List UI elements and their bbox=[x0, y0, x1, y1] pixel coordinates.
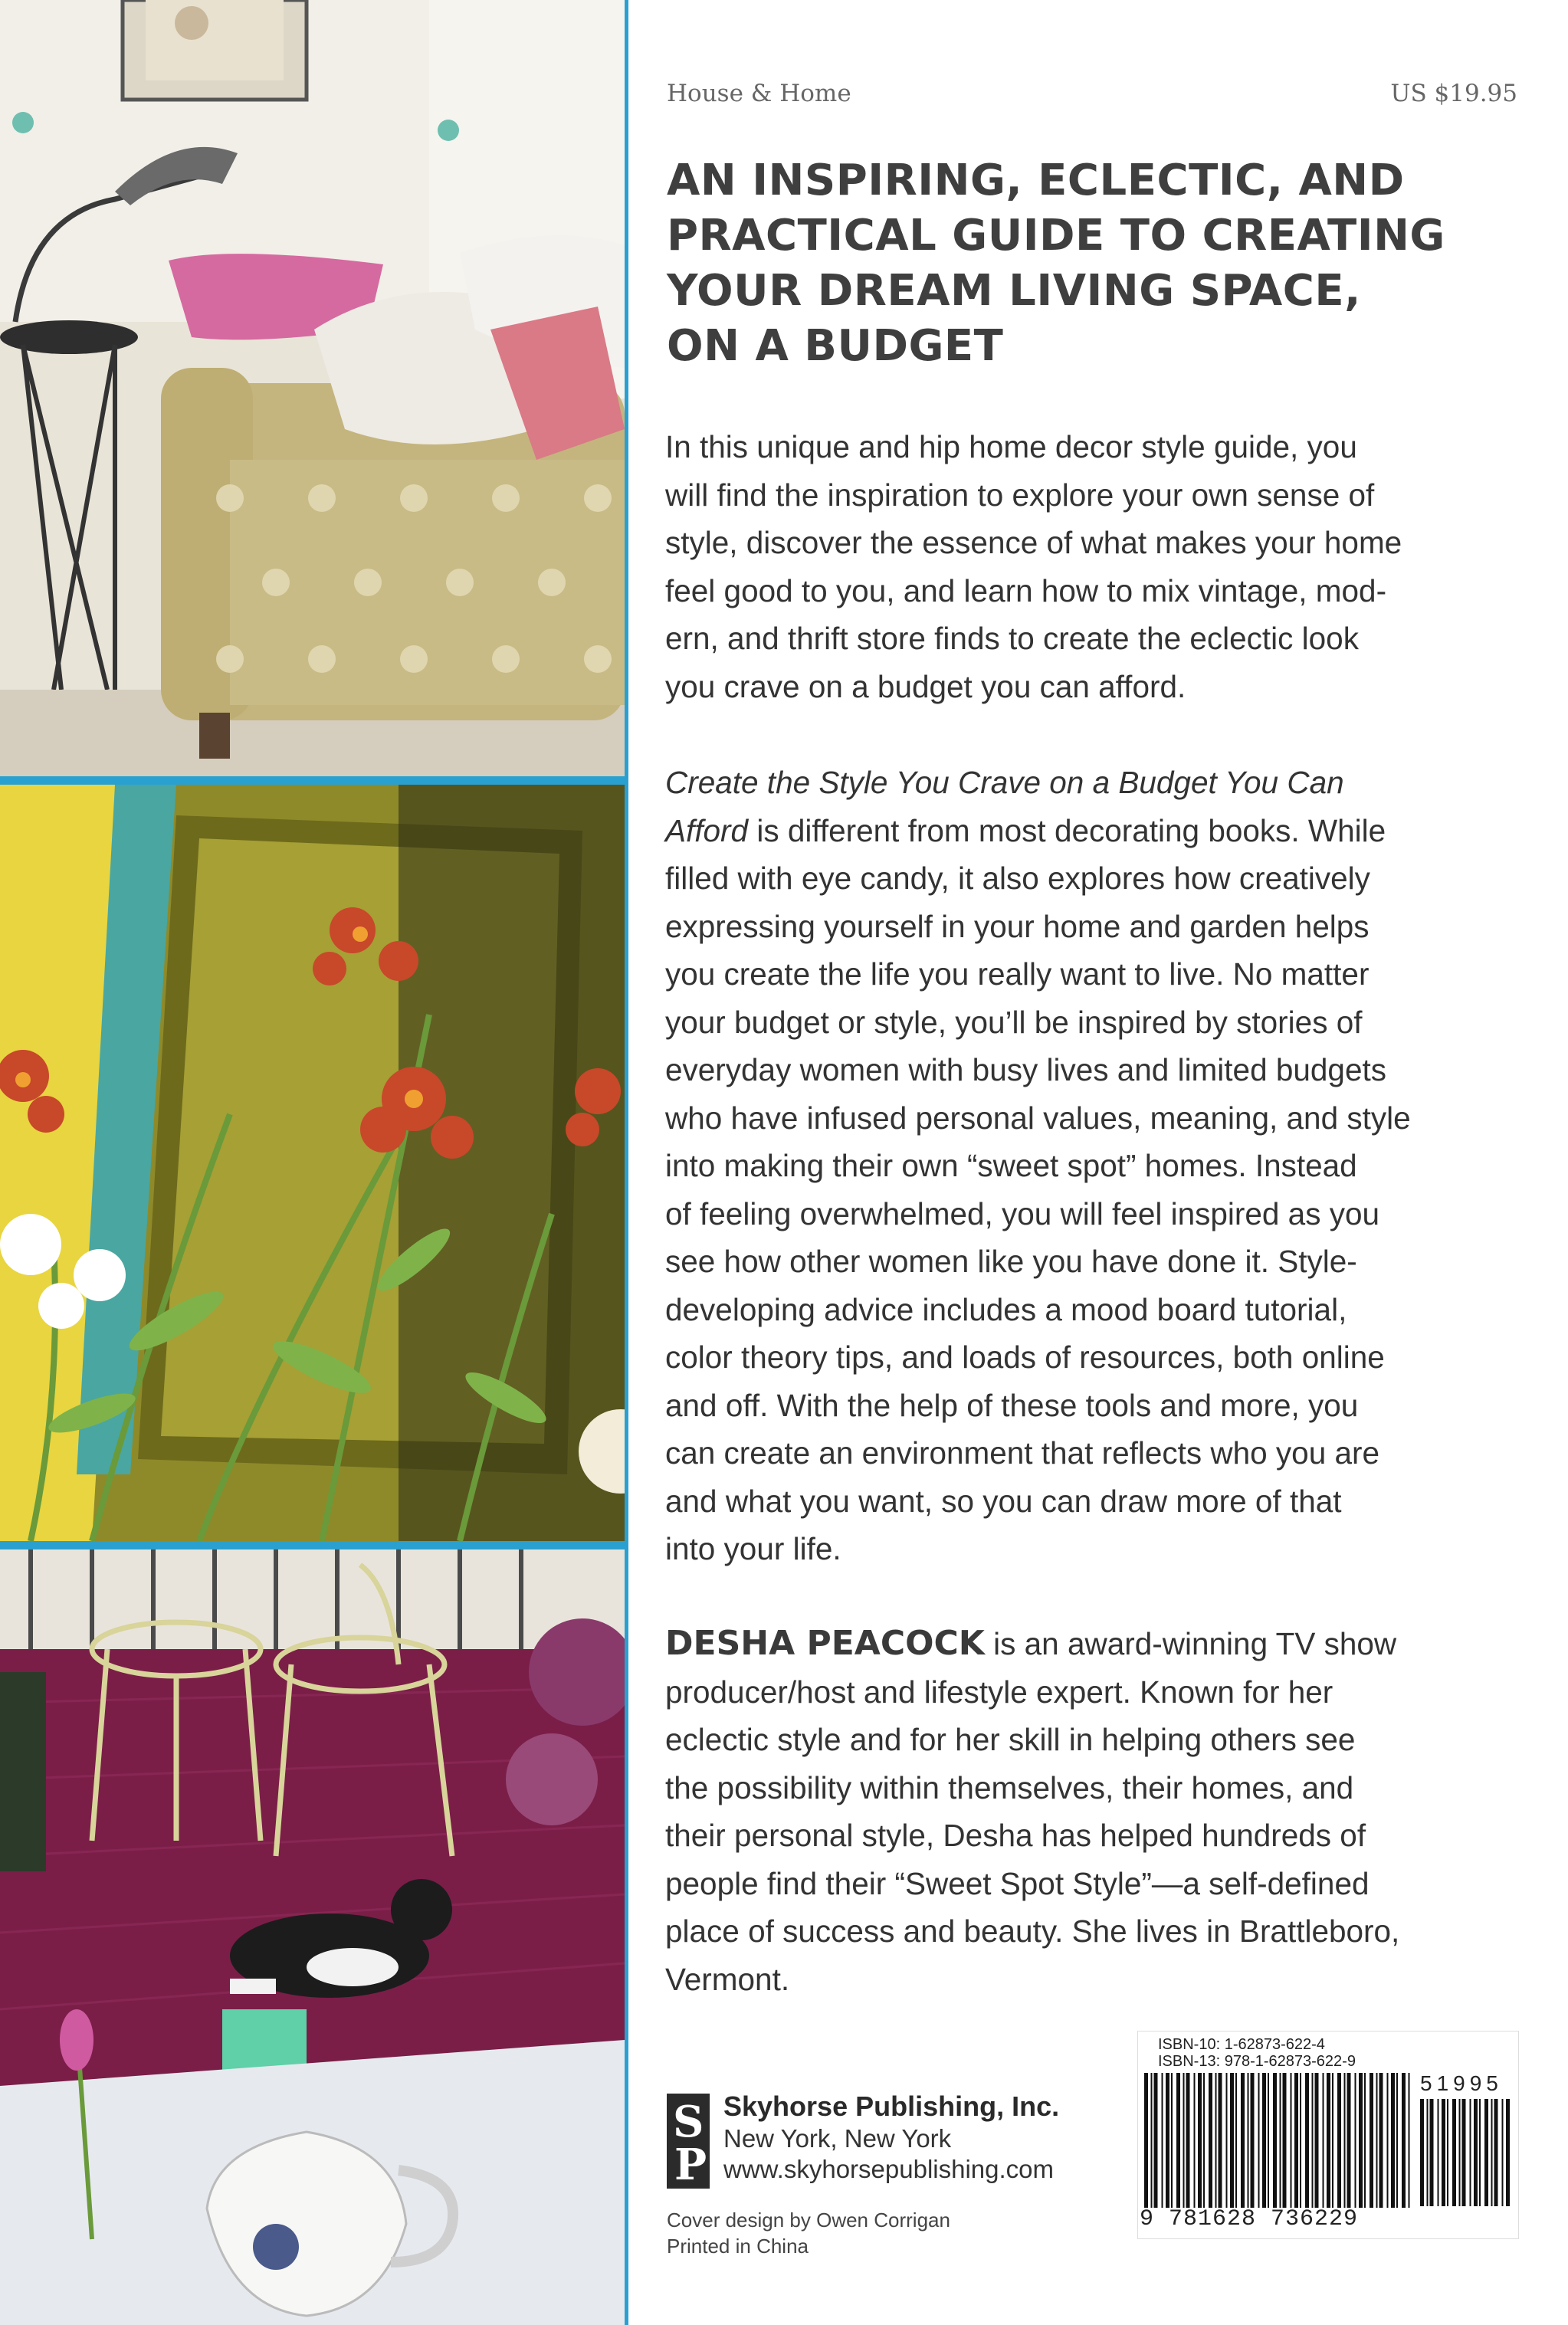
photo-column bbox=[0, 0, 628, 2325]
credits bbox=[667, 2207, 950, 2259]
barcode-bar bbox=[1438, 2099, 1439, 2206]
barcode-bars bbox=[1144, 2073, 1412, 2208]
barcode-bar bbox=[1506, 2099, 1510, 2206]
logo-letter: P bbox=[674, 2140, 707, 2190]
price-label: US $19.95 bbox=[1390, 80, 1517, 107]
barcode-bar bbox=[1262, 2073, 1266, 2208]
barcode-bar bbox=[1364, 2073, 1366, 2208]
barcode-bar bbox=[1474, 2099, 1478, 2206]
flowers-photo bbox=[0, 785, 625, 1541]
text-line: you crave on a budget you can afford. bbox=[665, 668, 1186, 704]
barcode-bar bbox=[1359, 2073, 1363, 2208]
text-line: ern, and thrift store finds to create the eclectic look bbox=[665, 621, 1359, 656]
barcode-bar bbox=[1235, 2073, 1237, 2208]
barcode-bar bbox=[1484, 2099, 1488, 2206]
barcode-bar bbox=[1186, 2073, 1190, 2208]
text-line: developing advice includes a mood board tutorial, bbox=[665, 1291, 1347, 1327]
barcode-bar bbox=[1494, 2099, 1498, 2206]
barcode-bar bbox=[1241, 2073, 1245, 2208]
barcode-bar bbox=[1459, 2099, 1461, 2206]
text-line: feel good to you, and learn how to mix vintage, mod- bbox=[665, 572, 1387, 608]
barcode-bar bbox=[1312, 2073, 1314, 2208]
porch-photo bbox=[0, 1549, 625, 2325]
barcode-bar bbox=[1291, 2073, 1292, 2208]
barcode-bar bbox=[1176, 2073, 1180, 2208]
publisher-block bbox=[667, 2083, 1142, 2198]
barcode-bar bbox=[1305, 2073, 1309, 2208]
barcode-bar bbox=[1166, 2073, 1169, 2208]
description-paragraph bbox=[665, 759, 1524, 1573]
printed-in: Printed in China bbox=[667, 2235, 809, 2258]
text-line: and off. With the help of these tools and more, you bbox=[665, 1387, 1359, 1423]
barcode-bar bbox=[1151, 2073, 1153, 2208]
barcode-bar bbox=[1379, 2073, 1383, 2208]
barcode-bar bbox=[1430, 2099, 1434, 2206]
barcode-bar bbox=[1280, 2073, 1281, 2208]
text-line: who have infused personal values, meaning, and style bbox=[665, 1100, 1411, 1136]
publisher-website: www.skyhorsepublishing.com bbox=[723, 2155, 1055, 2183]
barcode-bar bbox=[1258, 2073, 1260, 2208]
text-line: your budget or style, you’ll be inspired by stories of bbox=[665, 1004, 1363, 1040]
text-line: people find their “Sweet Spot Style”—a self-defined bbox=[665, 1865, 1370, 1901]
barcode-bar bbox=[1420, 2099, 1424, 2206]
barcode-bar bbox=[1376, 2073, 1378, 2208]
publisher-city: New York, New York bbox=[723, 2124, 952, 2153]
barcode-bar bbox=[1337, 2073, 1341, 2208]
author-name: DESHA PEACOCK bbox=[665, 1624, 985, 1663]
book-title: Create the Style You Crave on a Budget You Can bbox=[665, 765, 1344, 800]
barcode-bar bbox=[1323, 2073, 1324, 2208]
barcode-addon-bars bbox=[1420, 2099, 1512, 2206]
barcode-bar bbox=[1251, 2073, 1255, 2208]
barcode-bar bbox=[1248, 2073, 1249, 2208]
text-line: eclectic style and for her skill in helping others see bbox=[665, 1722, 1356, 1757]
barcode-bar bbox=[1198, 2073, 1202, 2208]
isbn-10: ISBN-10: 1-62873-622-4 bbox=[1158, 2036, 1325, 2053]
isbn-13: ISBN-13: 978-1-62873-622-9 bbox=[1158, 2053, 1356, 2070]
barcode-bar bbox=[1162, 2073, 1163, 2208]
barcode-bar bbox=[1203, 2073, 1205, 2208]
back-cover-text bbox=[661, 0, 1542, 2325]
text-line: is an award-winning TV show bbox=[984, 1626, 1397, 1661]
text-line: can create an environment that reflects who you are bbox=[665, 1435, 1380, 1471]
barcode-bar bbox=[1442, 2099, 1445, 2206]
headline bbox=[667, 153, 1525, 374]
text-line: will find the inspiration to explore your own sense of bbox=[665, 477, 1375, 513]
barcode-bar bbox=[1171, 2073, 1173, 2208]
barcode-bar bbox=[1409, 2073, 1410, 2208]
barcode-bar bbox=[1144, 2073, 1148, 2208]
text-line: you create the life you really want to live. No matter bbox=[665, 956, 1370, 992]
barcode-bar bbox=[1355, 2073, 1356, 2208]
barcode-bar bbox=[1470, 2099, 1471, 2206]
barcode-bar bbox=[1230, 2073, 1234, 2208]
barcode-bar bbox=[1396, 2073, 1398, 2208]
living-room-photo bbox=[0, 0, 625, 776]
ean-digits: 9 781628 736229 bbox=[1140, 2206, 1359, 2232]
text-line: style, discover the essence of what makes your home bbox=[665, 525, 1402, 560]
text-line: everyday women with busy lives and limited budgets bbox=[665, 1052, 1386, 1087]
text-line: of feeling overwhelmed, you will feel inspired as you bbox=[665, 1195, 1379, 1231]
text-line: their personal style, Desha has helped hundreds of bbox=[665, 1818, 1366, 1853]
headline-line: PRACTICAL GUIDE TO CREATING bbox=[667, 211, 1445, 261]
barcode-bar bbox=[1183, 2073, 1185, 2208]
barcode-bar bbox=[1215, 2073, 1217, 2208]
price-code: 51995 bbox=[1420, 2071, 1503, 2095]
category-label: House & Home bbox=[667, 80, 851, 107]
headline-line: AN INSPIRING, ECLECTIC, AND bbox=[667, 156, 1405, 205]
barcode-bar bbox=[1347, 2073, 1351, 2208]
barcode-bar bbox=[1344, 2073, 1346, 2208]
author-bio bbox=[665, 1620, 1524, 2003]
intro-paragraph bbox=[665, 423, 1524, 710]
text-line: into your life. bbox=[665, 1531, 841, 1566]
barcode-bar bbox=[1273, 2073, 1277, 2208]
text-line: filled with eye candy, it also explores how creatively bbox=[665, 861, 1370, 896]
barcode-bar bbox=[1402, 2073, 1406, 2208]
barcode-bar bbox=[1370, 2073, 1373, 2208]
barcode-bar bbox=[1154, 2073, 1158, 2208]
text-line: see how other women like you have done it. Style- bbox=[665, 1244, 1357, 1279]
barcode-bar bbox=[1315, 2073, 1319, 2208]
text-line: into making their own “sweet spot” homes. Instead bbox=[665, 1148, 1357, 1183]
book-title: Afford bbox=[665, 812, 749, 848]
barcode-bar bbox=[1479, 2099, 1481, 2206]
barcode bbox=[1137, 2031, 1519, 2239]
barcode-bar bbox=[1462, 2099, 1466, 2206]
text-line: Vermont. bbox=[665, 1961, 790, 1997]
barcode-bar bbox=[1209, 2073, 1212, 2208]
barcode-bar bbox=[1294, 2073, 1298, 2208]
text-line: the possibility within themselves, their homes, and bbox=[665, 1769, 1354, 1805]
publisher-logo bbox=[667, 2094, 710, 2189]
barcode-bar bbox=[1226, 2073, 1228, 2208]
barcode-bar bbox=[1283, 2073, 1287, 2208]
publisher-name: Skyhorse Publishing, Inc. bbox=[723, 2091, 1060, 2122]
headline-line: YOUR DREAM LIVING SPACE, bbox=[667, 266, 1361, 316]
barcode-bar bbox=[1447, 2099, 1448, 2206]
barcode-bar bbox=[1391, 2073, 1395, 2208]
headline-line: ON A BUDGET bbox=[667, 321, 1004, 371]
text-line: producer/host and lifestyle expert. Known for her bbox=[665, 1674, 1333, 1710]
barcode-bar bbox=[1427, 2099, 1429, 2206]
text-line: expressing yourself in your home and garden helps bbox=[665, 908, 1370, 944]
barcode-bar bbox=[1194, 2073, 1196, 2208]
barcode-bar bbox=[1491, 2099, 1493, 2206]
text-line: is different from most decorating books. While bbox=[748, 812, 1386, 848]
text-line: In this unique and hip home decor style guide, you bbox=[665, 429, 1357, 464]
barcode-bar bbox=[1502, 2099, 1504, 2206]
barcode-bar bbox=[1452, 2099, 1456, 2206]
barcode-bar bbox=[1332, 2073, 1333, 2208]
cover-design-credit: Cover design by Owen Corrigan bbox=[667, 2209, 950, 2232]
logo-letter: S bbox=[673, 2097, 704, 2147]
text-line: place of success and beauty. She lives in Brattleboro, bbox=[665, 1913, 1400, 1949]
text-line: and what you want, so you can draw more of that bbox=[665, 1483, 1342, 1519]
barcode-bar bbox=[1268, 2073, 1269, 2208]
barcode-bar bbox=[1300, 2073, 1301, 2208]
text-line: color theory tips, and loads of resources, both online bbox=[665, 1340, 1385, 1375]
barcode-bar bbox=[1219, 2073, 1222, 2208]
barcode-bar bbox=[1387, 2073, 1389, 2208]
barcode-bar bbox=[1327, 2073, 1330, 2208]
